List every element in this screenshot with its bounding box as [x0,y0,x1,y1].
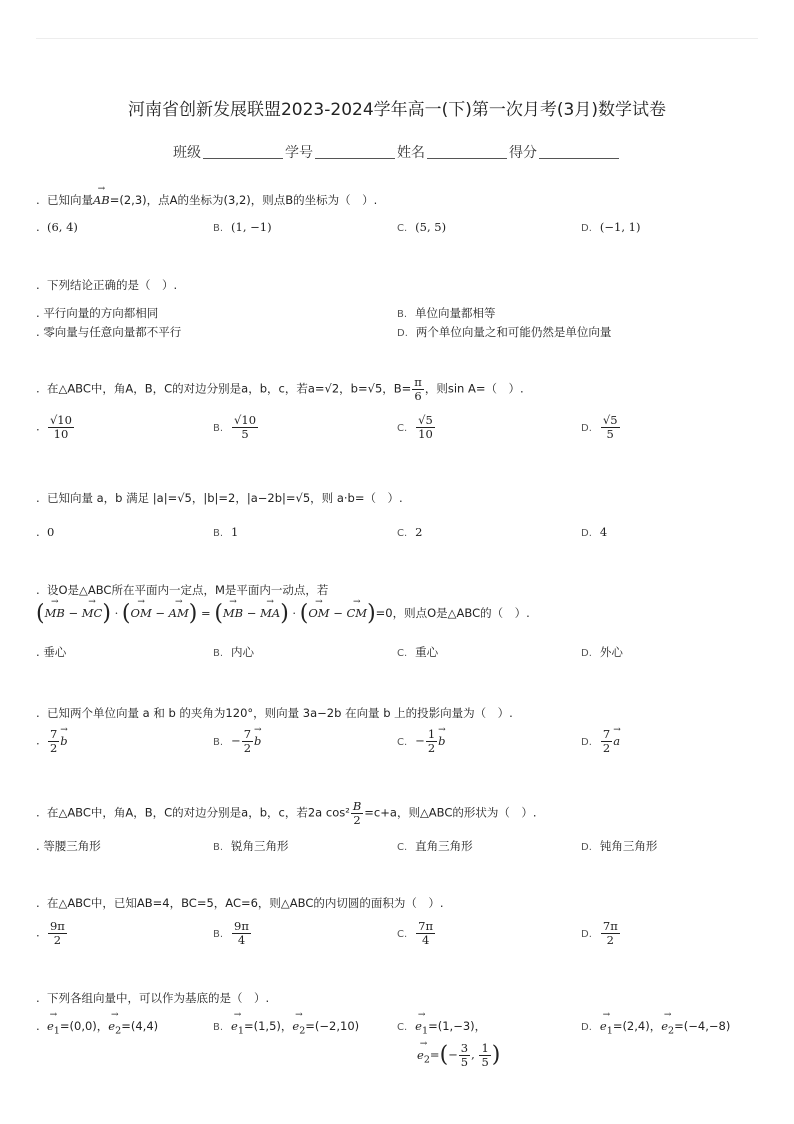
q1-option-a[interactable]: . (6, 4) [36,220,78,234]
q4-option-a[interactable]: . 0 [36,525,55,539]
q3-option-c[interactable]: C. $\frac{√5}{10}$ [397,413,433,442]
question-7: . 在△ABC中，角A，B，C的对边分别是a，b，c，若2a cos² $\frac{B}{2}$ =c+a，则△ABC的形状为（ ）. [36,799,537,828]
q7-option-d[interactable]: D. 钝角三角形 [581,839,658,853]
q9-option-c[interactable]: $C.\to e_1=(1,-3)$， [397,1018,486,1036]
student-info-line [0,142,794,162]
q5-option-b[interactable]: B. 内心 [213,645,255,659]
q6-option-d[interactable]: D. $\frac{7}{2}$ → a [581,728,620,755]
name-blank[interactable] [427,144,507,159]
q2-option-c[interactable]: . 零向量与任意向量都不平行 [36,325,182,339]
class-blank[interactable] [203,144,283,159]
q3-option-b[interactable]: B. $\frac{√10}{5}$ [213,413,257,442]
q9-option-a[interactable]: . → $e_1=(0,0)$，→ $e_2=(4,4)$ [36,1018,158,1036]
q8-option-c[interactable]: C. $\frac{7\pi}{4}$ [397,919,434,948]
q2-option-b[interactable]: B. 单位向量都相等 [397,306,496,320]
name-label: 姓名 [397,145,425,161]
q2-option-a[interactable]: . 平行向量的方向都相同 [36,306,159,320]
q7-option-a[interactable]: . 等腰三角形 [36,839,101,853]
question-1: . 已知向量→ AB=(2,3)，点A的坐标为(3,2)，则点B的坐标为（ ）. [36,192,377,208]
q6-option-c[interactable]: C. − $\frac{1}{2}$ → b [397,728,446,755]
id-blank[interactable] [315,144,395,159]
question-3: . 在△ABC中，角A，B，C的对边分别是a，b，c，若a=√2，b=√5，B= $\frac{\pi}{6}$ ，则sin A=（ ）. [36,375,524,404]
q1-option-b[interactable]: B. (1, −1) [213,220,272,234]
question-5-line-2: (→ MB − → MC) · (→ OM − → AM) = (→ MB − → MA) · (→ OM − → CM)=0，则点O是△ABC的（ ）. [36,603,530,625]
question-9: . 下列各组向量中，可以作为基底的是（ ）. [36,991,270,1005]
q3-option-d[interactable]: D. $\frac{√5}{5}$ [581,413,618,442]
q5-option-c[interactable]: C. 重心 [397,645,439,659]
q3-b-fraction: $\frac{\pi}{6}$ [414,375,422,404]
q5-option-a[interactable]: . 垂心 [36,645,67,659]
q9-option-d[interactable]: $D.\to e_1=(2,4)$，→ $e_2=(-4,-8)$ [581,1018,730,1036]
q2-option-d[interactable]: D. 两个单位向量之和可能仍然是单位向量 [397,325,612,339]
q4-option-c[interactable]: C. 2 [397,525,423,539]
question-2: . 下列结论正确的是（ ）. [36,278,178,292]
score-label: 得分 [509,145,537,161]
q8-option-b[interactable]: B. $\frac{9\pi}{4}$ [213,919,249,948]
question-6: . 已知两个单位向量 a 和 b 的夹角为120°，则向量 3a−2b 在向量 b 上的投影向量为（ ）. [36,706,513,720]
q5-option-d[interactable]: D. 外心 [581,645,623,659]
class-label: 班级 [173,145,201,161]
q9-option-b[interactable]: $B.\to e_1=(1,5)$，→ $e_2=(-2,10)$ [213,1018,359,1036]
question-4: . 已知向量 a，b 满足 |a|=√5，|b|=2，|a−2b|=√5，则 a·b=（ ）. [36,491,403,505]
q9-option-c-line-2: → $e_2=(-$ $\frac{3}{5}$ , $\frac{1}{5}$ ) [417,1042,500,1069]
q1-option-c[interactable]: C. (5, 5) [397,220,447,234]
q7-option-c[interactable]: C. 直角三角形 [397,839,473,853]
q4-option-b[interactable]: B. 1 [213,525,239,539]
q6-option-a[interactable]: . $\frac{7}{2}$ → b [36,728,68,755]
q6-option-b[interactable]: B. − $\frac{7}{2}$ → b [213,728,261,755]
score-blank[interactable] [539,144,619,159]
q8-option-a[interactable]: . $\frac{9\pi}{2}$ [36,919,65,948]
q3-option-a[interactable]: . $\frac{√10}{10}$ [36,413,72,442]
question-8: . 在△ABC中，已知AB=4，BC=5，AC=6，则△ABC的内切圆的面积为（ ）. [36,896,444,910]
q1-option-d[interactable]: D. (−1, 1) [581,220,641,234]
q8-option-d[interactable]: D. $\frac{7\pi}{2}$ [581,919,618,948]
top-rule [36,38,758,39]
vector-ab: → AB [93,193,110,207]
question-5-line-1: . 设O是△ABC所在平面内一定点，M是平面内一动点，若 [36,583,329,597]
q4-option-d[interactable]: D. 4 [581,525,608,539]
id-label: 学号 [285,145,313,161]
page-title: 河南省创新发展联盟2023-2024学年高一(下)第一次月考(3月)数学试卷 [127,100,666,120]
q7-option-b[interactable]: B. 锐角三角形 [213,839,289,853]
